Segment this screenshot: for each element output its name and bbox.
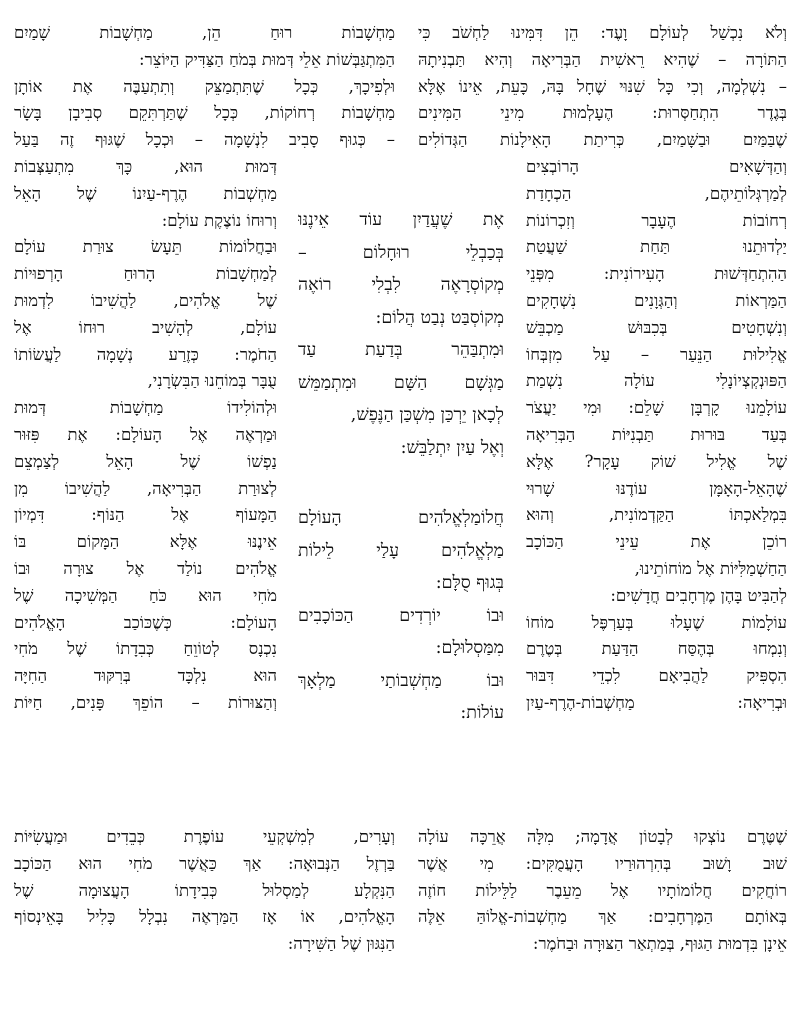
text-line: הַמָּעוֹף אֶל הַנּוֹף: דִּמְיוֹן [14, 505, 277, 525]
text-line: מְקוֹסְרָאֶה לִבְלִי רוֹאֶה [298, 275, 504, 295]
text-line: מַגְּשָׁם הַשָּׁם וּמִתְמַמֵּשׁ [298, 372, 504, 393]
text-line: בְּגוּף סֻלָּם: [435, 573, 504, 593]
text-line: – כְּגוּף סָבִיב לִנְשָׁמָה – וּכְכָל שֶׁגּוּף זֶה בַּעַל [14, 130, 395, 150]
column-right [526, 154, 787, 717]
text-line: אֵינֶנּוּ אֶלָּא הַמָּקוֹם בּוֹ [14, 532, 277, 552]
text-line: מַחְשָׁבוֹת רוּחַ הֵן, מַחְשָׁבוֹת שָׁמַיִם [14, 23, 395, 42]
text-line: שׁוּב וָשׁוּב בְּהִרְהוּרַיו הָעֲמֻקִּים: מִי אֲשֶׁר [418, 853, 787, 873]
text-line: לְמַרְגְּלוֹתֵיהֶם, הַכְחָדַת [526, 183, 787, 203]
text-line: לְהַבִּיט בָּהֶן מֶרְחָבִים חֲדָשִׁים: [610, 585, 787, 605]
text-line: לְצוּרַת הַבְּרִיאָה, לַהֲשִׁיבוֹ מִן [14, 478, 277, 498]
text-line: רוֹכֵן אֶת עֵינֵי הַכּוֹכָב [526, 532, 787, 552]
text-line: לְכָאן יֵרְכַּן מִשְׁכַּן הַנֶּפֶשׁ, [350, 405, 504, 425]
text-line: נַפְשׁוֹ שֶׁל הָאֵל לְצַמְצֵם [14, 451, 277, 471]
text-line: אֱלִילוּת הַנֵּעַר – עַל מִזְבְּחוֹ [526, 344, 787, 364]
text-line: עוֹלוֹת: [460, 703, 504, 723]
column-center-stanzas [298, 204, 504, 730]
text-line: עוֹלָם, לְהָשִׁיב רוּחוֹ אֶל [14, 317, 277, 337]
text-line: הַחַשְׁמַלִּיּוֹת אֶל מוֹחוֹתֵינוּ, [634, 558, 787, 578]
text-line: וּבוֹ מַחְשְׁבוֹתַי מַלְאָךְ [298, 670, 504, 691]
text-line: אֱלֹהִים נוֹלַד אֶל צוּרָה וּבוֹ [14, 558, 277, 578]
text-line: וְרוּחוֹ נוֹצֶקֶת עוֹלָם: [161, 210, 277, 230]
text-line: הָעוֹלָם: כְּשֶׁכּוֹכַב הָאֱלֹהִים [14, 612, 277, 632]
text-line: עֻבָּר בְּמוֹחֵנוּ הַבִּשְׂרָנִי, [147, 371, 277, 391]
text-line: עוֹלָמֵנוּ קָרְבָּן שָׁלֵם: וּמִי יַעֲצֹר [526, 398, 787, 418]
text-line: הָאֱלֹהִים, אוֹ אָז הַמַּרְאֶה נִבְלָל כָּלִיל בָּאֵינְסוֹף [14, 907, 395, 927]
text-line: וְלֹא נִכְשַׁל לְעוֹלָם וָעֶד: הֵן דִּמִּינוּ לַחְשֹׁב כִּי [418, 23, 787, 42]
column-top-right [418, 20, 787, 154]
text-line: וּבְרִיאָה: מַחְשְׁבוֹת-הֶרֶף-עַיִן [526, 692, 787, 712]
text-line: שֶׁטֶּרֶם נוֹצְקוּ לְבָטוֹן אֲדָמָה; מִלָּה אֲרֵכָּה עוֹלָה [418, 827, 787, 846]
text-line: בְּכַבְלֵי רוּחָלוֹם – [298, 242, 504, 263]
text-line: רוֹחֲקִים חֲלוֹמוֹתָיו אֶל מֵעֵבֶר לַלֵּילוֹת חוֹזֶה [418, 880, 787, 900]
text-line: בְּאוֹתָם הַמֶּרְחָבִים: אַךְ מַחְשְׁבוֹת-אֱלוֹהַּ אֵלֶּה [418, 907, 787, 927]
text-line: שֶׁל אֱלִיל שׁוֹק עָקָר? אֶלָּא [526, 451, 787, 471]
text-line: מַלְאֱלֹהִים עָלַי לֵילוֹת [298, 540, 504, 561]
text-line: הוּא נִלְכָּד בְּרִקּוּד הַחִיָּה [14, 666, 277, 686]
text-line: וְנִשְׁחָטִים בְּכִבּוּשׁ מַכְבֵּשׁ [526, 317, 787, 337]
text-line: הַנִּגּוּן שֶׁל הַשִּׁירָה: [287, 934, 395, 954]
text-line: מַחְשָׁבוֹת רְחוֹקוֹת, כְּכָל שֶׁתַּרְתִּקֵם סְבִיבָן בָּשָׂר [14, 103, 395, 123]
text-line: יַלְדוּתֵנוּ תַּחַת שַׁעֲטַת [526, 237, 787, 257]
text-line: בִּמְלַאכְתּוֹ הַקַּדְמוֹנִית, וְהוּא [526, 505, 787, 525]
text-line: וְהַצּוּרוֹת – הוֹפֵךְ פָּנִים, חַיּוֹת [14, 692, 277, 712]
text-line: מִמַּסְלוּלָם: [435, 638, 504, 658]
text-line: הַפּוּנְקְצְיוֹנָלִי עוֹלָה נִשְׁמַת [526, 371, 787, 391]
text-line: מַחְשְׁבוֹת הֶרֶף-עַיִנוֹ שֶׁל הָאֵל [14, 183, 277, 203]
text-line: דְּמוּת הוּא, כָּךְ מִתְעַצְּבוֹת [14, 157, 277, 176]
column-bottom-right [418, 824, 787, 958]
text-line: וּמַרְאֶה אֶל הָעוֹלָם: אֶת פִּזּוּר [14, 424, 277, 444]
text-line: וּלְהוֹלִידוֹ מַחְשָׁבוֹת דְּמוּת [14, 398, 277, 418]
text-line: הַהִתְחַדְּשׁוּת הָעִירוֹנִית: מִפְּנֵי [526, 264, 787, 284]
stanza-1 [298, 204, 504, 464]
text-line: הַמִּתְגַּבְּשׁוֹת אֵלֵי דְּמוּת בְּמֹחַ הַצַּדִּיק הַיּוֹצֵר: [139, 49, 395, 69]
column-bottom-left [14, 824, 395, 958]
text-line: רְחוֹבוֹת הֶעָבָר וְזִכְרוֹנוֹת [526, 210, 787, 230]
text-line: וּבַחֲלוֹמוֹת תֵּעָשׂ צוּרַת עוֹלָם [14, 237, 277, 257]
text-line: שֶׁבַּמַּיִם וּבַשָּׁמַיִם, כְּרִיתַת הָאִילָנוֹת הַגְּדוֹלִים [418, 130, 787, 150]
text-line: הַחֹמֶר: כְּזֶרַע נְשָׁמָה לַעֲשׂוֹתוֹ [14, 344, 277, 364]
text-line: וְאֶל עַיִן יִתְלַבֵּשׁ: [400, 437, 504, 458]
text-line: – נִשְׁלְמָה, וְכִי כָּל שִׁנּוּי שֶׁחָל בָּהּ, כָּעֵת, אֵינוֹ אֶלָּא [418, 76, 787, 96]
text-line: הַנִּקְלָע לְמַסְלוּל כְּבִידָתוֹ הָעֲצוּמָה שֶׁל [14, 880, 395, 900]
text-line: חֲלוֹמַלְאֱלֹהִים הָעוֹלָם [298, 508, 504, 528]
text-line: בְּעַד בּוּרוּת תַּבְנִיּוֹת הַבְּרִיאָה [526, 424, 787, 444]
text-line: נִכְנָס לְטוֹוֵחַ כְּבִדָתוֹ שֶׁל מֹחִי [14, 639, 277, 659]
stanza-gap [298, 464, 504, 502]
column-top-left [14, 20, 395, 154]
text-line: בַּרְזֶל הַנְּבוּאָה: אַךְ כַּאֲשֶׁר מֹחִי הוּא הַכּוֹכָב [14, 853, 395, 873]
text-line: הַתּוֹרָה – שֶׁהִיא רֵאשִׁית הַבְּרִיאָה וְהִיא תַּבְנִיתָהּ [418, 49, 787, 69]
text-line: בְּגֶדֶר הִתְחַסְּרוּת: הֶעָלְמוּת מִינֵי הַמִּינִים [418, 103, 787, 123]
text-line: מְקוֹסְבַּט נְבַט הֲלוֹם: [375, 307, 504, 328]
text-line: וְעָרִים, לְמִשְׁקְעֵי עוֹפֶרֶת כְּבֵדִים וּמַעֲשִׂיּוֹת [14, 827, 395, 846]
text-line: וּלְפִיכָךְ, כְּכָל שֶׁתִּתְמַצֵּק וְתִתְעַבֶּה אֶת אוֹתָן [14, 76, 395, 96]
text-line: לְמַחְשָׁבוֹת הָרוּחַ הָרְפוּיוֹת [14, 264, 277, 284]
text-line: וּמִתְבַּהֵר בְּדַעַת עַד [298, 340, 504, 360]
text-line: עוֹלָמוֹת שֶׁעָלוּ בְּעַרְפֶּל מוֹחוֹ [526, 612, 787, 632]
text-line: וּבוֹ יוֹרְדִים הַכּוֹכָבִים [298, 605, 504, 626]
text-line: שֶׁהָאֵל-הָאָמָּן עוֹדֶנּוּ שָׁרוּי [526, 478, 787, 498]
text-line: אֵינָן בִּדְמוּת הַגּוּף, בְּמַתְאַר הַצּוּרָה וּבַחֹמֶר: [532, 934, 787, 954]
text-line: וְהַדְּשָׁאִים הָרוֹבְצִים [526, 157, 787, 176]
text-line: שֶׁל אֱלֹהִים, לַהֲשִׁיבוֹ לִדְמוּת [14, 290, 277, 310]
stanza-2 [298, 502, 504, 730]
text-line: הַמַּרְאוֹת וְהַגְּוָנִים נִשְׁחָקִים [526, 290, 787, 310]
text-line: אֶת שֶׁעֲדַיִן עוֹד אֵינֶנּוּ [298, 210, 504, 230]
text-line: מֹחִי הוּא כֹּחַ הַמְּשִׁיכָה שֶׁל [14, 585, 277, 605]
text-line: וְנִמְחוּ בְּהֶסַּח הַדַּעַת בְּטֶרֶם [526, 639, 787, 659]
text-line: הִסְפִּיק לַהֲבִיאָם לִכְדֵי דִּבּוּר [526, 666, 787, 686]
column-left [14, 154, 277, 717]
